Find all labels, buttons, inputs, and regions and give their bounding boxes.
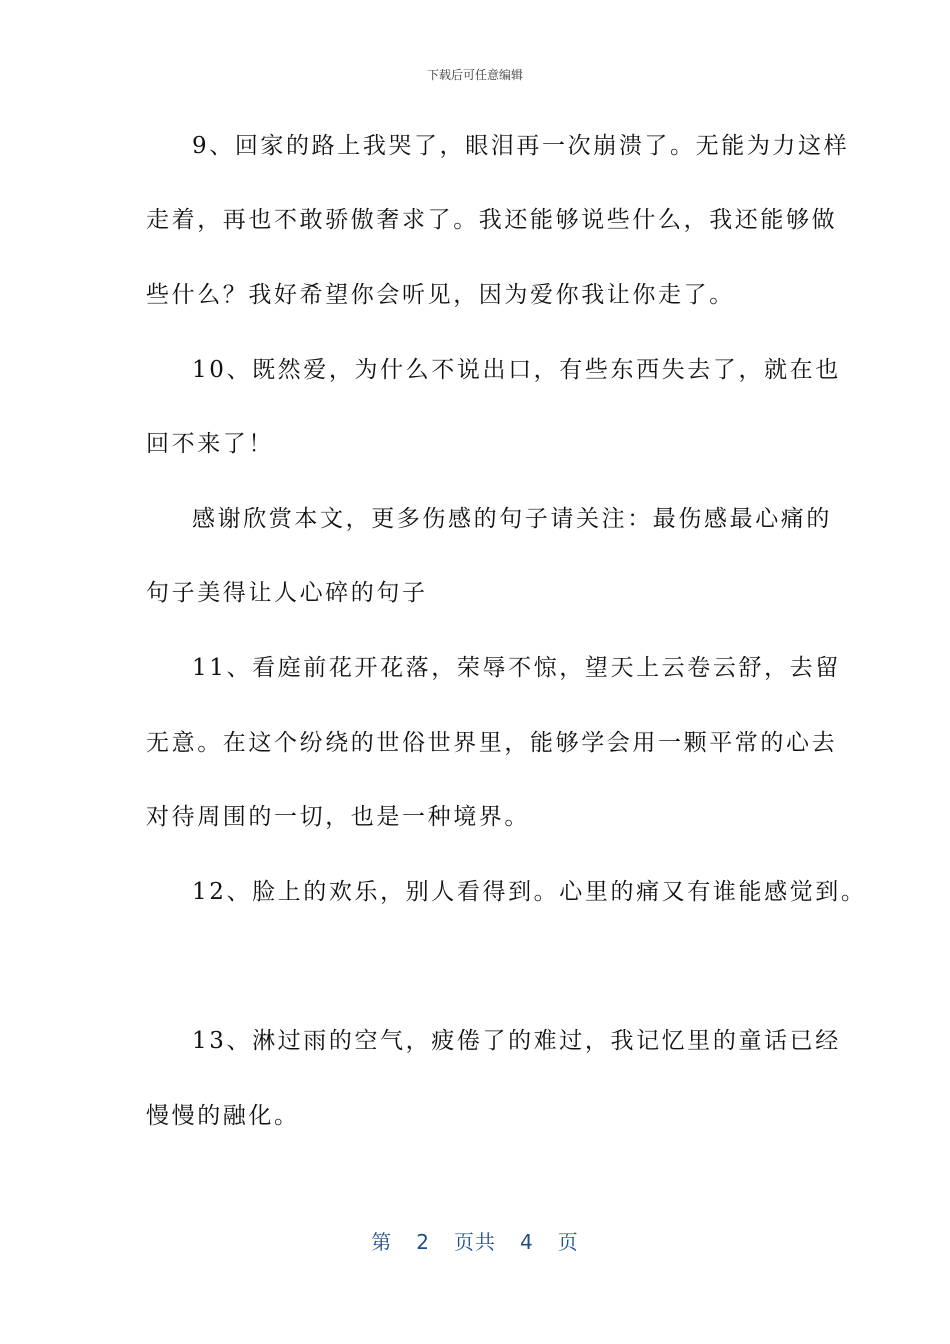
paragraph-line: 9、回家的路上我哭了，眼泪再一次崩溃了。无能为力这样 [192, 133, 850, 159]
paragraph-line: 对待周围的一切，也是一种境界。 [146, 804, 530, 830]
paragraph-line: 11、看庭前花开花落，荣辱不惊，望天上云卷云舒，去留 [192, 655, 841, 681]
paragraph-line: 句子美得让人心碎的句子 [146, 580, 428, 606]
paragraph-line: 慢慢的融化。 [146, 1103, 300, 1129]
paragraph-line: 些什么？我好希望你会听见，因为爱你我让你走了。 [146, 282, 735, 308]
footer-prefix: 第 [371, 1230, 393, 1254]
paragraph-line: 无意。在这个纷绕的世俗世界里，能够学会用一颗平常的心去 [146, 730, 838, 756]
paragraph-line: 走着，再也不敢骄傲奢求了。我还能够说些什么，我还能够做 [146, 207, 838, 233]
paragraph-line: 回不来了！ [146, 431, 274, 457]
page-number-footer [0, 1226, 950, 1255]
paragraph-line: 感谢欣赏本文，更多伤感的句子请关注：最伤感最心痛的 [192, 506, 832, 532]
footer-middle: 页共 [454, 1230, 496, 1254]
paragraph-line: 12、脸上的欢乐，别人看得到。心里的痛又有谁能感觉到。 [192, 879, 867, 905]
paragraph-line: 13、淋过雨的空气，疲倦了的难过，我记忆里的童话已经 [192, 1028, 841, 1054]
header-note: 下载后可任意编辑 [426, 68, 523, 82]
total-pages-number: 4 [520, 1230, 534, 1254]
footer-suffix: 页 [557, 1230, 579, 1254]
current-page-number: 2 [416, 1230, 430, 1254]
paragraph-line: 10、既然爱，为什么不说出口，有些东西失去了，就在也 [192, 357, 841, 383]
